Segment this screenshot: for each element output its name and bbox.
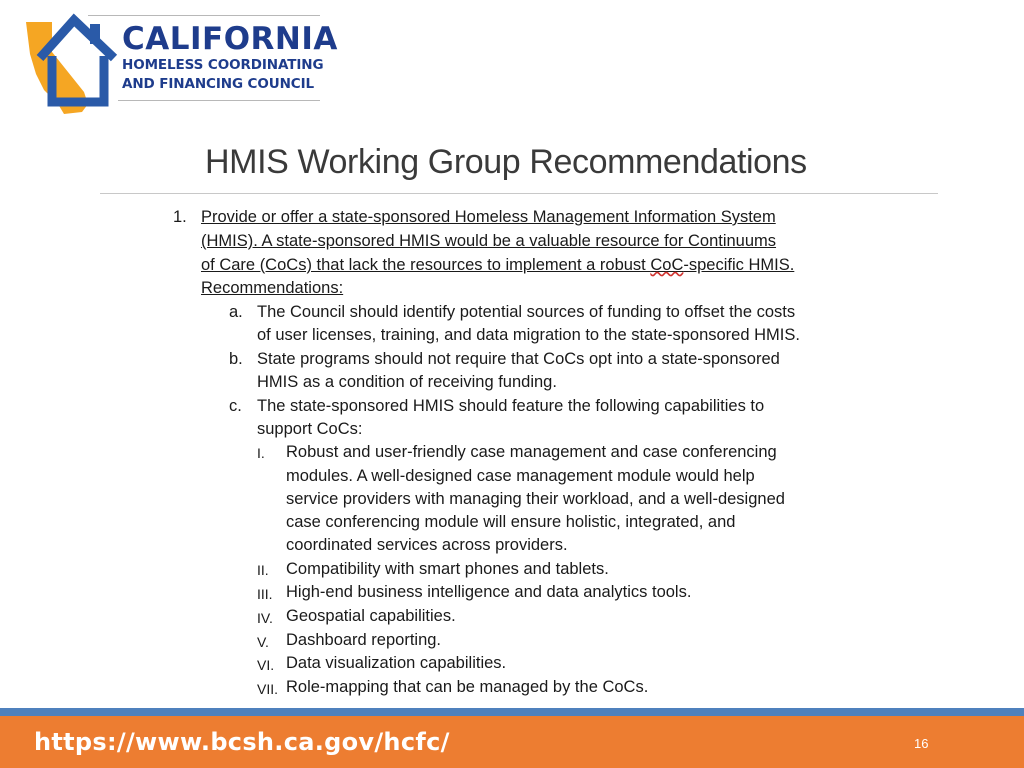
item-a-line-1: The Council should identify potential sources of funding to offset the costs	[257, 303, 796, 321]
capability-1-marker: I.	[257, 445, 265, 461]
capability-4-line: Geospatial capabilities.	[286, 607, 456, 625]
capability-6-marker: VI.	[257, 657, 275, 673]
item-c-line-1: The state-sponsored HMIS should feature the following capabilities to	[257, 397, 765, 415]
capability-5-line: Dashboard reporting.	[286, 631, 442, 649]
slide-title: HMIS Working Group Recommendations	[205, 143, 807, 181]
footer	[0, 716, 1024, 768]
capability-2-marker: II.	[257, 562, 269, 578]
capability-1-line-1: Robust and user-friendly case management and case conferencing	[286, 443, 777, 461]
item-c-line-2: support CoCs:	[257, 420, 363, 438]
capability-1-line-4: case conferencing module will ensure holistic, integrated, and	[286, 513, 736, 531]
recommendation-line-1: Provide or offer a state-sponsored Homeless Management Information System	[201, 208, 776, 226]
recommendations-label: Recommendations:	[201, 279, 344, 297]
page-number: 16	[914, 736, 929, 751]
capability-5-marker: V.	[257, 634, 269, 650]
capability-1-line-5: coordinated services across providers.	[286, 536, 568, 554]
item-b-line-1: State programs should not require that CoCs opt into a state-sponsored	[257, 350, 780, 368]
logo-title: CALIFORNIA	[122, 21, 338, 57]
logo-line-2: AND FINANCING COUNCIL	[122, 76, 315, 92]
capability-3-marker: III.	[257, 586, 273, 602]
capability-7-marker: VII.	[257, 681, 279, 697]
recommendation-line-3: of Care (CoCs) that lack the resources to implement a robust CoC-specific HMIS.	[201, 256, 795, 274]
capability-2-line: Compatibility with smart phones and tablets.	[286, 560, 609, 578]
logo-line-1: HOMELESS COORDINATING	[122, 57, 324, 73]
capability-3-line: High-end business intelligence and data analytics tools.	[286, 583, 692, 601]
item-b-marker: b.	[229, 350, 243, 368]
capability-7-line: Role-mapping that can be managed by the CoCs.	[286, 678, 649, 696]
capability-1-line-3: service providers with managing their workload, and a well-designed	[286, 490, 785, 508]
footer-url-link[interactable]: https://www.bcsh.ca.gov/hcfc/	[34, 728, 450, 756]
item-a-line-2: of user licenses, training, and data migration to the state-sponsored HMIS.	[257, 326, 800, 344]
footer-accent-bar	[0, 708, 1024, 716]
capability-4-marker: IV.	[257, 610, 273, 626]
item-b-line-2: HMIS as a condition of receiving funding.	[257, 373, 557, 391]
capability-6-line: Data visualization capabilities.	[286, 654, 507, 672]
item-c-marker: c.	[229, 397, 242, 415]
capability-1-line-2: modules. A well-designed case management module would help	[286, 467, 755, 485]
item-a-marker: a.	[229, 303, 243, 321]
recommendation-line-2: (HMIS). A state-sponsored HMIS would be a valuable resource for Continuums	[201, 232, 777, 250]
recommendation-number: 1.	[173, 208, 187, 226]
